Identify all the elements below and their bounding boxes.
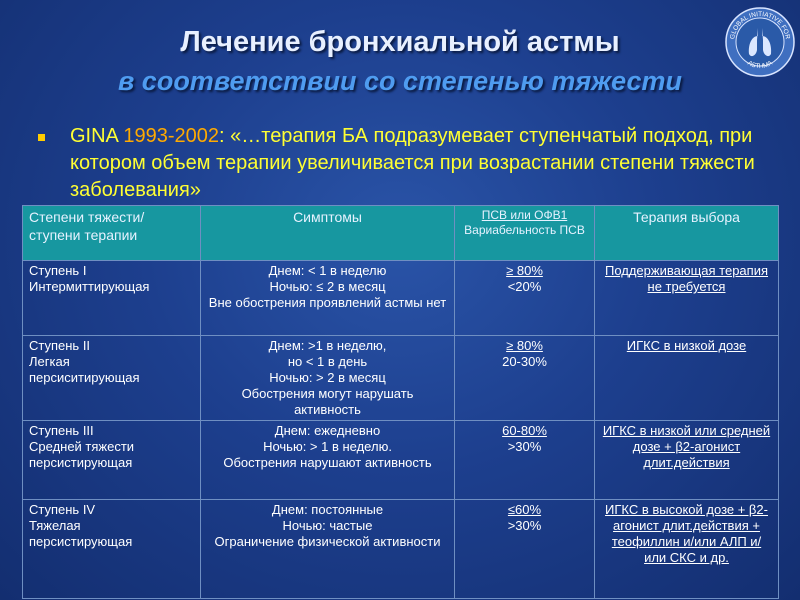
psv-value: ≥ 80% bbox=[506, 338, 543, 353]
cell-symptoms: Днем: постоянные Ночью: частые Ограничение физической активности bbox=[201, 500, 455, 599]
gina-quote bbox=[70, 123, 785, 204]
gina-logo-icon bbox=[724, 6, 796, 78]
logo-text-top: GLOBAL INITIATIVE FOR bbox=[729, 10, 791, 40]
slide-title: Лечение бронхиальной астмы bbox=[180, 26, 620, 58]
cell-therapy: ИГКС в низкой или средней дозе + β2-агонист длит.действия bbox=[595, 421, 779, 500]
cell-psv bbox=[455, 261, 595, 336]
cell-severity: Ступень III Средней тяжести персистирующая bbox=[23, 421, 201, 500]
variability-value: <20% bbox=[507, 279, 542, 294]
cell-psv bbox=[455, 421, 595, 500]
cell-symptoms: Днем: ежедневно Ночью: > 1 в неделю. Обострения нарушают активность bbox=[201, 421, 455, 500]
cell-symptoms: Днем: < 1 в неделю Ночью: ≤ 2 в месяц Вне обострения проявлений астмы нет bbox=[201, 261, 455, 336]
cell-therapy: ИГКС в высокой дозе + β2-агонист длит.действия + теофиллин и/или АЛП и/или СКС и др. bbox=[595, 500, 779, 599]
variability-value: >30% bbox=[507, 518, 542, 533]
psv-value: ≥ 80% bbox=[506, 263, 543, 278]
table-row bbox=[23, 336, 779, 421]
header-psv-line1: ПСВ или ОФВ1 bbox=[481, 208, 568, 222]
cell-severity: Ступень IV Тяжелая персистирующая bbox=[23, 500, 201, 599]
variability-value: >30% bbox=[507, 439, 542, 454]
table-row bbox=[23, 500, 779, 599]
severity-therapy-table bbox=[22, 205, 779, 599]
bullet-square-icon bbox=[38, 134, 45, 141]
table-header-row bbox=[23, 206, 779, 261]
logo-text-bottom: ASTHMA bbox=[746, 59, 774, 71]
cell-psv bbox=[455, 336, 595, 421]
header-therapy: Терапия выбора bbox=[595, 206, 779, 261]
gina-years: 1993-2002 bbox=[123, 125, 220, 147]
gina-prefix: GINA bbox=[70, 125, 124, 147]
table-row bbox=[23, 261, 779, 336]
header-psv-line2: Вариабельность ПСВ bbox=[464, 223, 585, 237]
table-row bbox=[23, 421, 779, 500]
cell-severity: Ступень I Интермиттирующая bbox=[23, 261, 201, 336]
header-symptoms: Симптомы bbox=[201, 206, 455, 261]
gina-quote-text: : «…терапия БА подразумевает ступенчатый подход, при котором объем терапии увеличивается при возрастании степени тяжести заболевания» bbox=[70, 125, 755, 201]
psv-value: 60-80% bbox=[502, 423, 547, 438]
header-severity: Степени тяжести/ ступени терапии bbox=[23, 206, 201, 261]
slide-subtitle: в соответствии со степенью тяжести bbox=[118, 66, 682, 96]
cell-therapy: ИГКС в низкой дозе bbox=[595, 336, 779, 421]
cell-symptoms: Днем: >1 в неделю, но < 1 в день Ночью: > 2 в месяц Обострения могут нарушать активность bbox=[201, 336, 455, 421]
cell-therapy: Поддерживающая терапия не требуется bbox=[595, 261, 779, 336]
variability-value: 20-30% bbox=[502, 354, 547, 369]
cell-psv bbox=[455, 500, 595, 599]
psv-value: ≤60% bbox=[507, 502, 542, 517]
cell-severity: Ступень II Легкая персиситирующая bbox=[23, 336, 201, 421]
header-psv bbox=[455, 206, 595, 261]
